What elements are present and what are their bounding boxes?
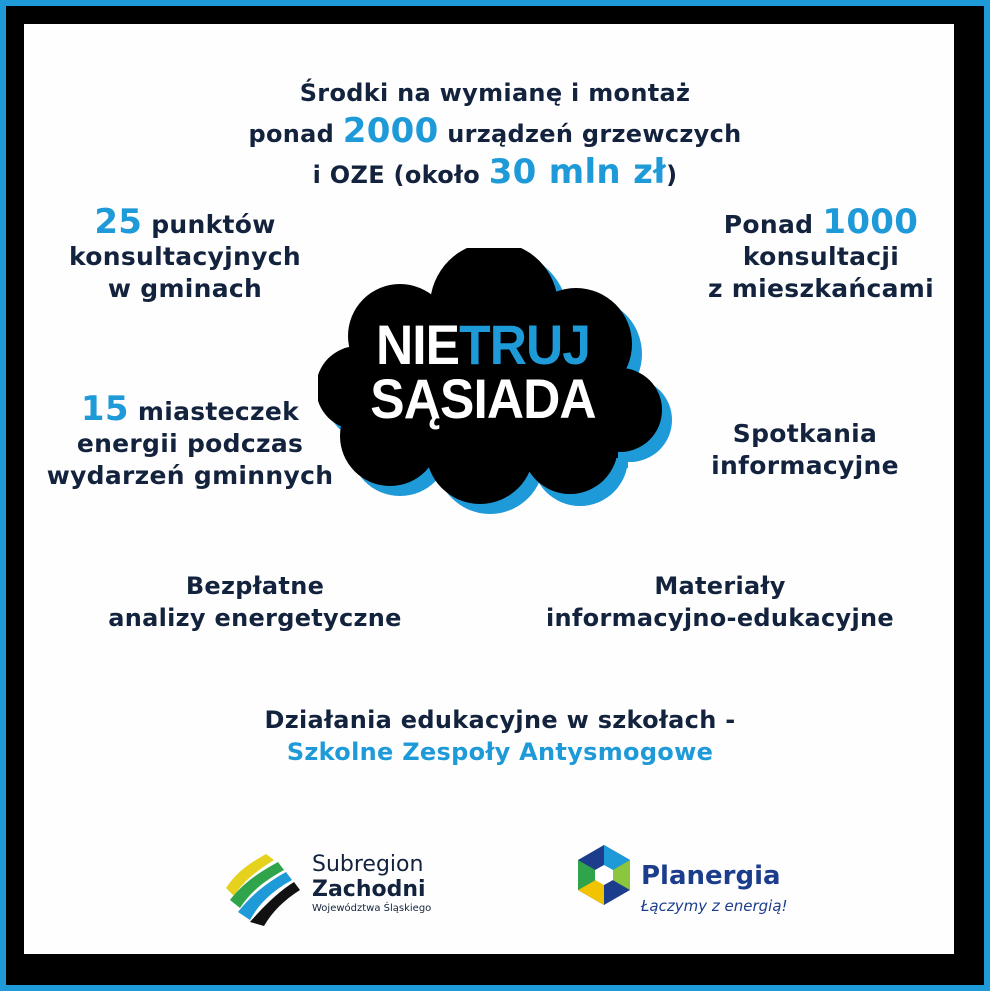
meetings-block: Spotkania informacyjne [711,419,899,480]
planergia-logo: Planergia Łączymy z energią! [575,843,805,923]
materials-block: Materiały informacyjno-edukacyjne [546,572,894,632]
energy-analyses-block: Bezpłatne analizy energetyczne [108,572,402,632]
school-teams-label: Szkolne Zespoły Antysmogowe [286,738,714,766]
subregion-logo: Subregion Zachodni Województwa Śląskiego [222,852,442,926]
cloud-slogan: NIETRUJ SĄSIADA [370,313,596,430]
funding-amount: 30 mln zł [488,152,667,192]
devices-count: 2000 [342,111,439,151]
nietruj-sasiada-logo [318,248,678,518]
consultations-count: 1000 [822,202,919,242]
planergia-hexagon-icon [575,843,633,907]
funding-headline [200,74,790,194]
consultations-block: Ponad 1000 konsultacji z mieszkańcami [707,202,935,303]
consultation-points-block: 25 punktów konsultacyjnych w gminach [69,202,301,303]
towns-count: 15 [80,389,129,429]
energy-towns-block: 15 miasteczek energii podczas wydarzeń gminnych [46,389,334,490]
school-actions-block: Działania edukacyjne w szkołach - Szkolne Zespoły Antysmogowe [200,704,800,768]
funding-line-2: ponad 2000 urządzeń grzewczych [248,111,742,151]
subregion-waves-icon [222,852,302,926]
points-count: 25 [94,202,143,242]
funding-line-3: i OZE (około 30 mln zł) [312,152,678,192]
funding-line-1: Środki na wymianę i montaż [299,79,691,107]
